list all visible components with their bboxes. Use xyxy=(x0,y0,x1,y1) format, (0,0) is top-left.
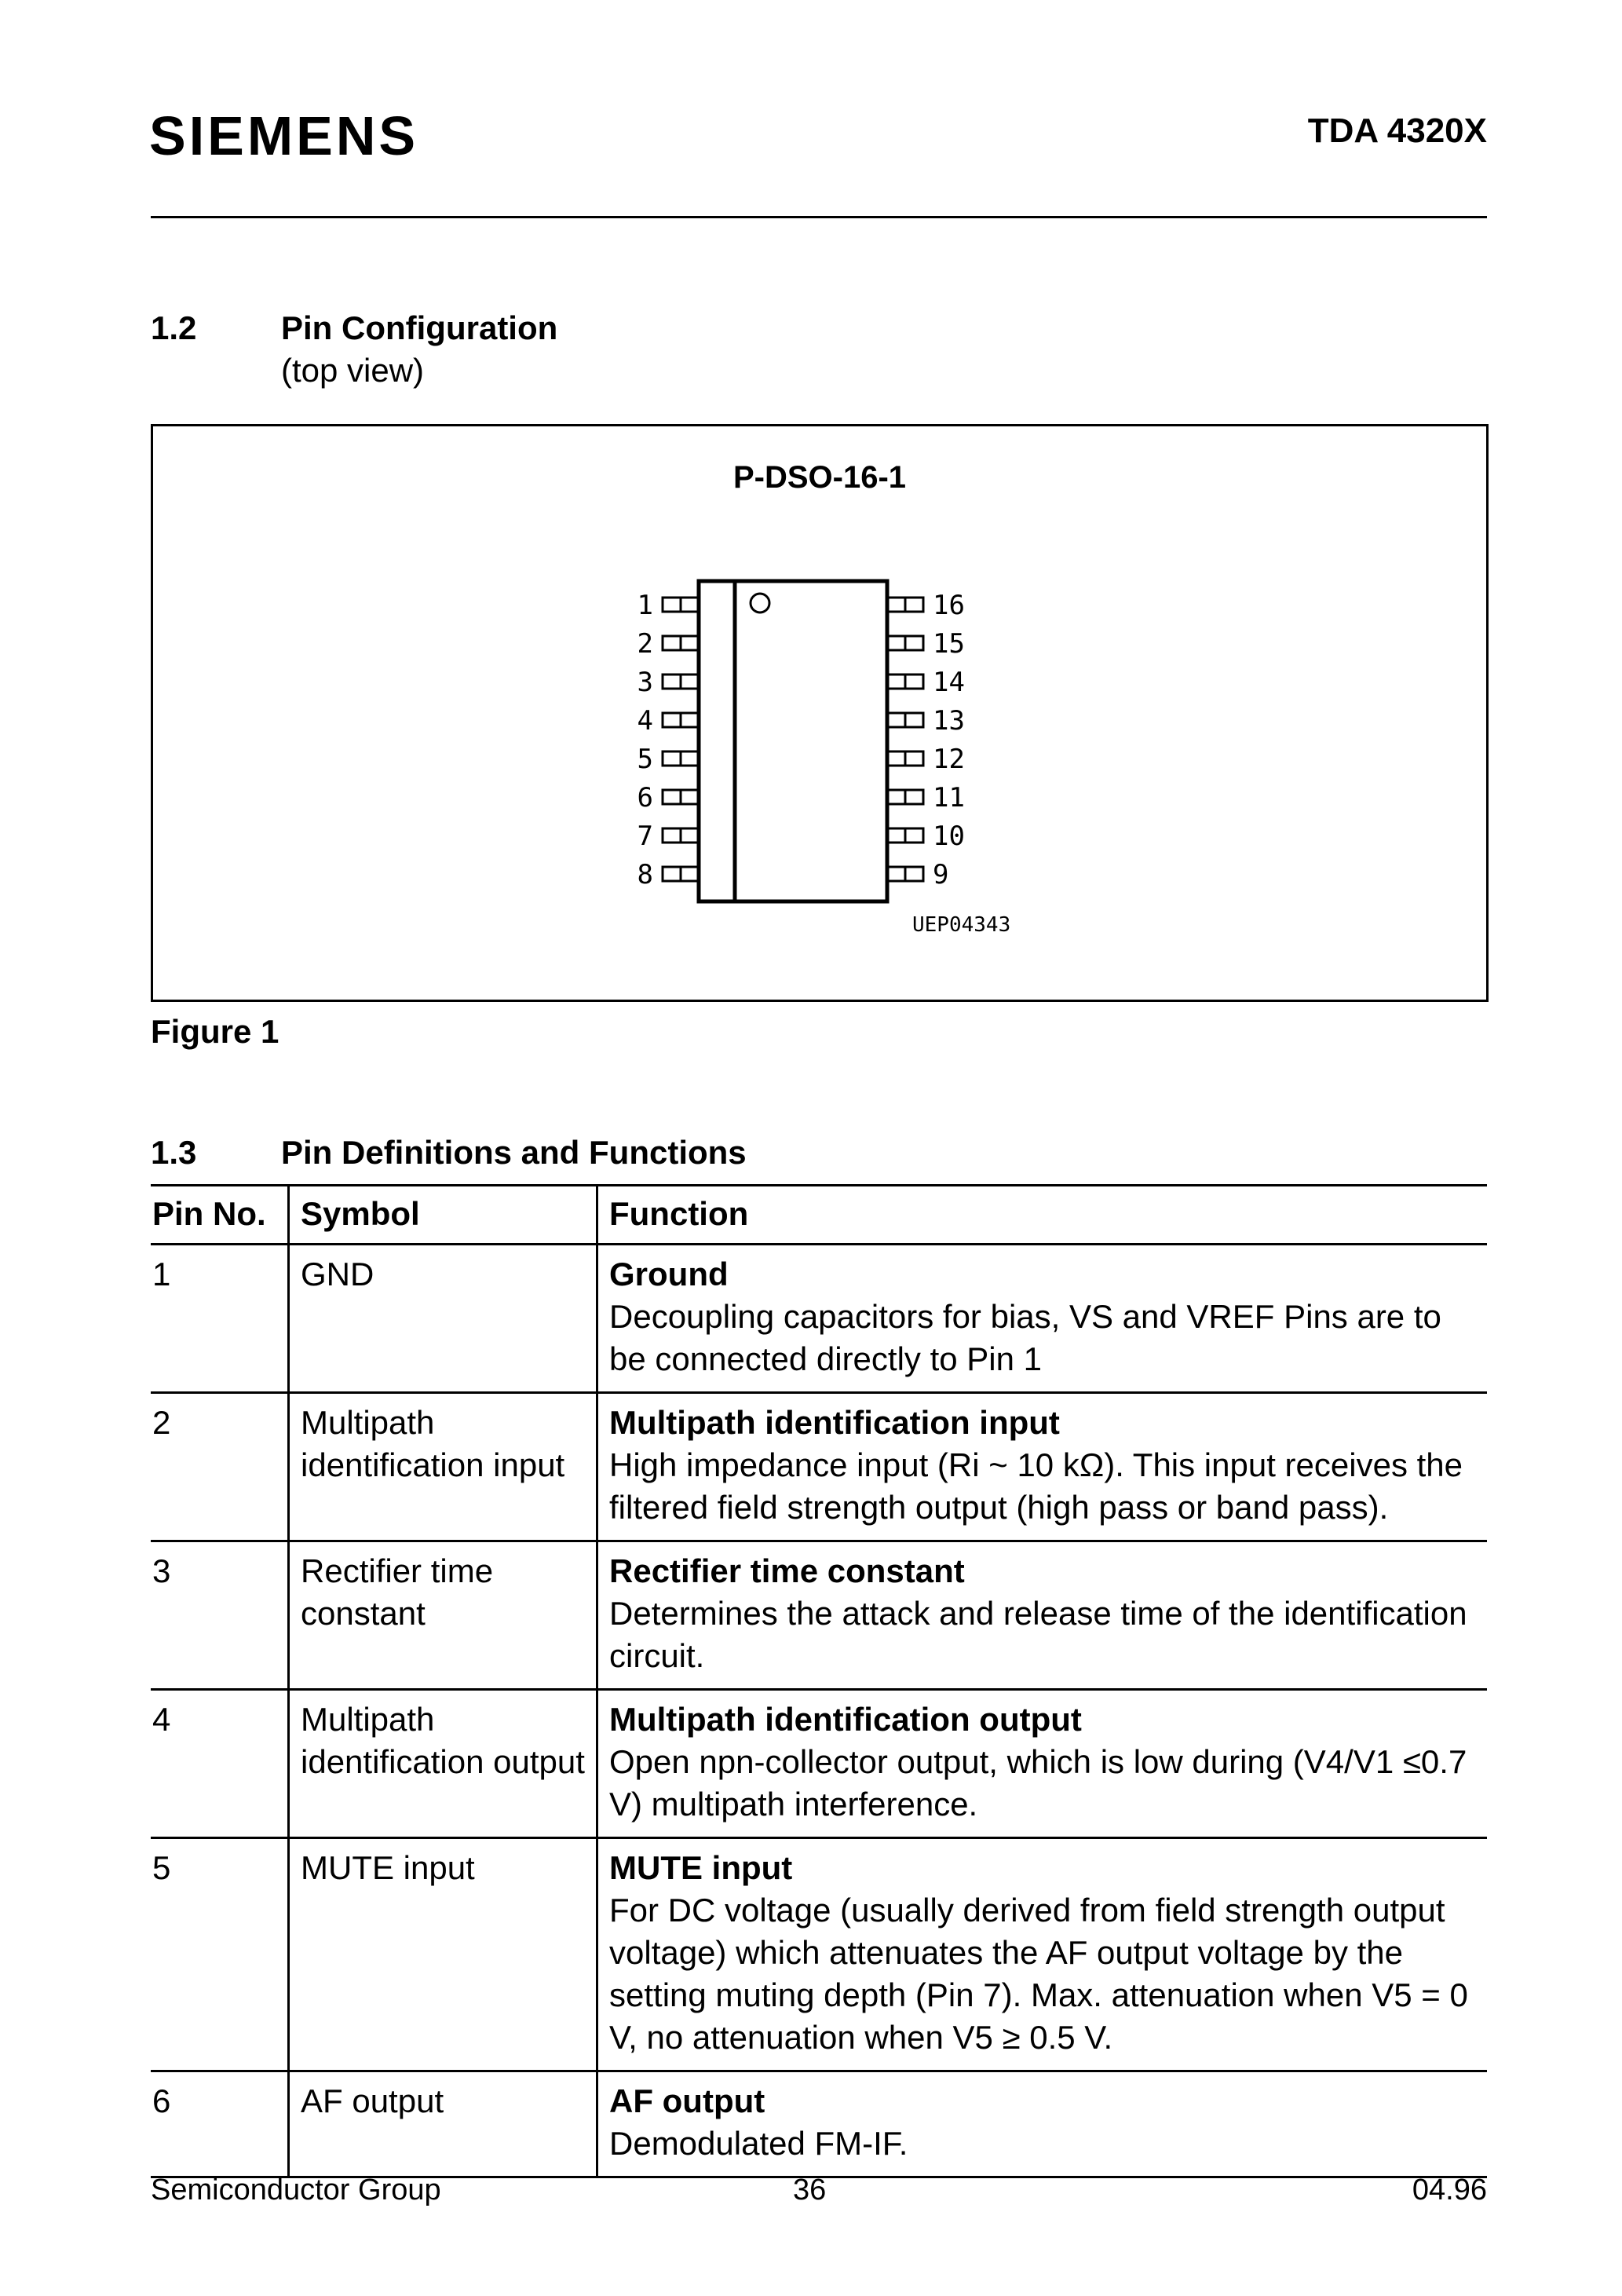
pin-number-label: 10 xyxy=(933,821,965,852)
section-number-2: 1.3 xyxy=(151,1134,197,1171)
pin-right-12 xyxy=(887,744,965,775)
pin-number: 6 xyxy=(151,2071,289,2177)
company-logo: SIEMENS xyxy=(149,105,419,166)
header-symbol: Symbol xyxy=(289,1186,597,1245)
pin-diagram xyxy=(622,575,1030,944)
pin-function xyxy=(597,1838,1488,2071)
pin-left-2 xyxy=(637,628,699,660)
part-number: TDA 4320X xyxy=(1307,112,1487,150)
pin-function xyxy=(597,1690,1488,1838)
table-header-row xyxy=(151,1186,1487,1245)
pin-right-11 xyxy=(887,782,965,813)
table-row xyxy=(151,1393,1487,1541)
pin-number: 1 xyxy=(151,1245,289,1393)
pin1-marker xyxy=(751,594,769,612)
pin-number-label: 3 xyxy=(637,667,653,698)
pin-number-label: 5 xyxy=(637,744,653,775)
pin-left-3 xyxy=(637,667,699,698)
figure-code: UEP04343 xyxy=(912,913,1011,937)
pin-right-9 xyxy=(887,859,948,890)
function-name: MUTE input xyxy=(609,1849,793,1886)
function-name: Multipath identification output xyxy=(609,1701,1082,1738)
pin-number-label: 12 xyxy=(933,744,965,775)
pin-number-label: 8 xyxy=(637,859,653,890)
pin-number-label: 13 xyxy=(933,705,965,737)
function-description: Determines the attack and release time of the identification circuit. xyxy=(609,1595,1467,1674)
pin-number-label: 14 xyxy=(933,667,965,698)
function-description: High impedance input (Ri ~ 10 kΩ). This input receives the filtered field strength output (high pass or band pass). xyxy=(609,1446,1463,1526)
table-row xyxy=(151,1541,1487,1690)
pin-definitions-table xyxy=(151,1184,1487,2178)
function-description: For DC voltage (usually derived from field strength output voltage) which attenuates the AF output voltage by the setting muting depth (Pin 7). Max. attenuation when V5 = 0 V, no attenuation when V5 ≥ 0.5 V. xyxy=(609,1892,1468,2056)
pin-number: 3 xyxy=(151,1541,289,1690)
section-subtitle: (top view) xyxy=(281,352,425,389)
table-row xyxy=(151,1838,1487,2071)
pin-number-label: 9 xyxy=(933,859,949,890)
function-description: Open npn-collector output, which is low during (V4/V1 ≤0.7 V) multipath interference. xyxy=(609,1743,1467,1823)
section-title: Pin Configuration xyxy=(281,309,558,346)
section-number: 1.2 xyxy=(151,309,197,346)
ic-package-body xyxy=(699,581,887,901)
pin-number: 2 xyxy=(151,1393,289,1541)
pin-left-6 xyxy=(637,782,699,813)
footer-company: Semiconductor Group xyxy=(151,2174,441,2206)
header-function: Function xyxy=(609,1195,749,1232)
header-divider xyxy=(151,216,1487,218)
pin-symbol: MUTE input xyxy=(289,1838,597,2071)
pin-left-8 xyxy=(637,859,699,890)
pin-right-16 xyxy=(887,590,965,621)
function-description: Demodulated FM-IF. xyxy=(609,2125,908,2162)
function-name: Multipath identification input xyxy=(609,1404,1060,1441)
pin-number-label: 1 xyxy=(637,590,653,621)
pin-left-7 xyxy=(637,821,699,852)
pin-right-13 xyxy=(887,705,965,737)
pin-function xyxy=(597,1541,1488,1690)
pin-function xyxy=(597,2071,1488,2177)
page-number: 36 xyxy=(793,2174,827,2206)
pin-right-10 xyxy=(887,821,965,852)
pin-symbol: Multipath identification input xyxy=(289,1393,597,1541)
function-name: Ground xyxy=(609,1256,729,1292)
pin-number-label: 15 xyxy=(933,628,965,660)
pin-left-4 xyxy=(637,705,699,737)
pin-symbol: GND xyxy=(289,1245,597,1393)
section-title-2: Pin Definitions and Functions xyxy=(281,1134,747,1171)
table-row xyxy=(151,1690,1487,1838)
pin-number-label: 16 xyxy=(933,590,965,621)
table-row xyxy=(151,1245,1487,1393)
pin-symbol: Rectifier time constant xyxy=(289,1541,597,1690)
pin-number-label: 2 xyxy=(637,628,653,660)
pin-number: 5 xyxy=(151,1838,289,2071)
pin-left-5 xyxy=(637,744,699,775)
pin-number-label: 7 xyxy=(637,821,653,852)
function-name: Rectifier time constant xyxy=(609,1552,965,1589)
pin-number-label: 11 xyxy=(933,782,965,813)
pin-number: 4 xyxy=(151,1690,289,1838)
pin-symbol: AF output xyxy=(289,2071,597,2177)
pin-function xyxy=(597,1393,1488,1541)
function-description: Decoupling capacitors for bias, VS and VREF Pins are to be connected directly to Pin 1 xyxy=(609,1298,1441,1377)
pin-right-14 xyxy=(887,667,965,698)
function-name: AF output xyxy=(609,2082,765,2119)
header-pin-no: Pin No. xyxy=(151,1186,289,1245)
figure-caption: Figure 1 xyxy=(151,1013,279,1050)
pin-left-1 xyxy=(637,590,699,621)
footer-date: 04.96 xyxy=(1412,2174,1487,2206)
pin-right-15 xyxy=(887,628,965,660)
pin-number-label: 6 xyxy=(637,782,653,813)
table-row xyxy=(151,2071,1487,2177)
pin-number-label: 4 xyxy=(637,705,653,737)
pin-function xyxy=(597,1245,1488,1393)
package-label: P-DSO-16-1 xyxy=(732,460,907,495)
pin-symbol: Multipath identification output xyxy=(289,1690,597,1838)
